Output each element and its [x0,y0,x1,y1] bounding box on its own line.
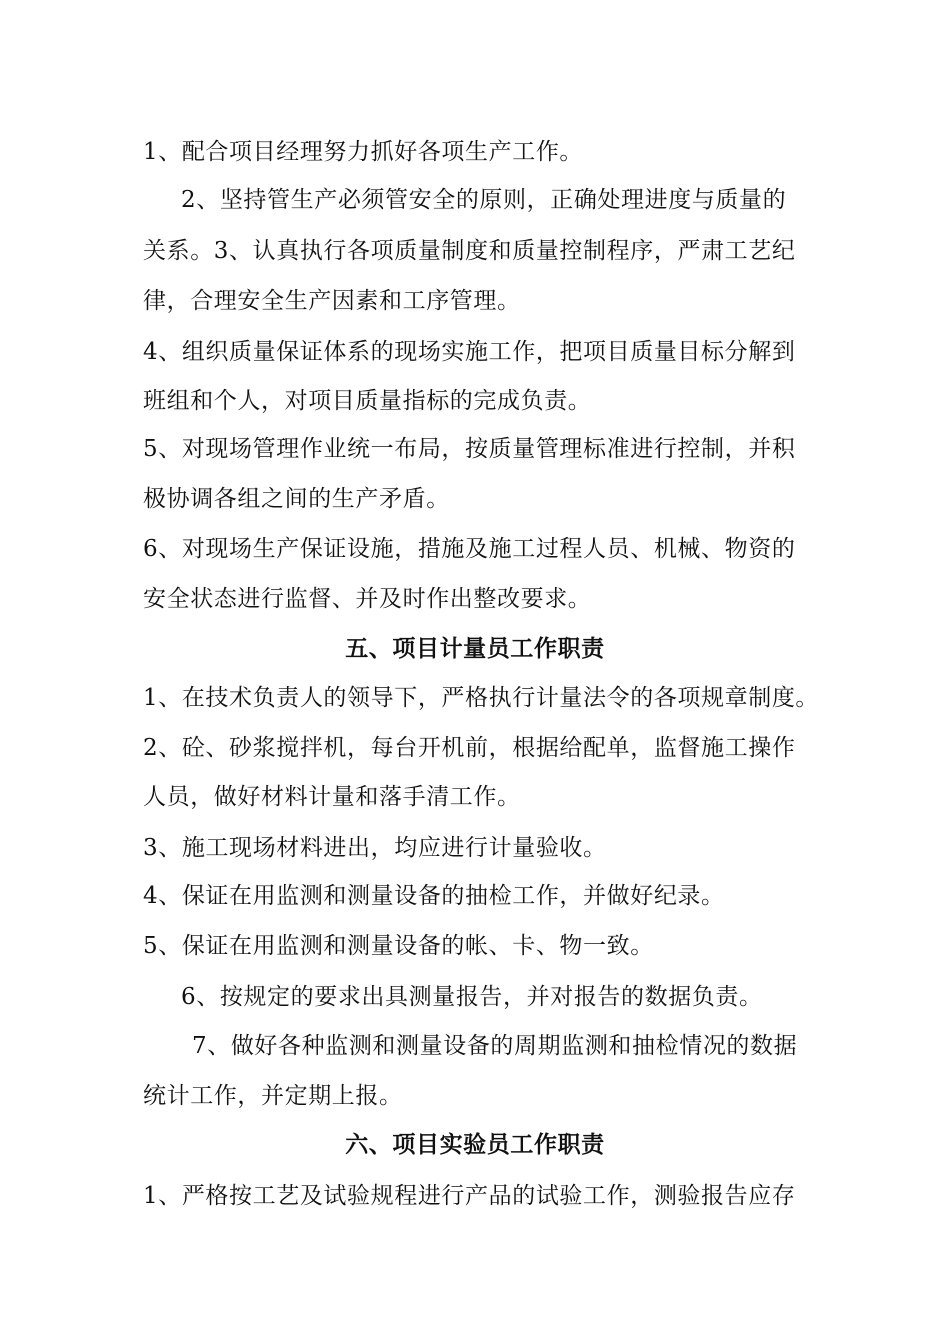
paragraph-line: 3、施工现场材料进出，均应进行计量验收。 [143,835,607,861]
paragraph-line: 律，合理安全生产因素和工序管理。 [143,288,521,314]
paragraph-line: 极协调各组之间的生产矛盾。 [143,486,450,512]
paragraph-line: 4、保证在用监测和测量设备的抽检工作，并做好纪录。 [143,883,725,909]
paragraph-line: 6、对现场生产保证设施，措施及施工过程人员、机械、物资的 [143,536,796,562]
paragraph-line: 2、坚持管生产必须管安全的原则，正确处理进度与质量的 [181,187,787,213]
paragraph-line: 4、组织质量保证体系的现场实施工作，把项目质量目标分解到 [143,339,796,365]
paragraph-line: 关系。3、认真执行各项质量制度和质量控制程序，严肃工艺纪 [143,238,796,264]
paragraph-line: 1、配合项目经理努力抓好各项生产工作。 [143,139,584,165]
section-heading: 六、项目实验员工作职责 [345,1131,605,1158]
paragraph-line: 5、保证在用监测和测量设备的帐、卡、物一致。 [143,933,654,959]
paragraph-line: 7、做好各种监测和测量设备的周期监测和抽检情况的数据 [192,1033,798,1059]
paragraph-line: 统计工作，并定期上报。 [143,1083,403,1109]
paragraph-line: 5、对现场管理作业统一布局，按质量管理标准进行控制，并积 [143,436,796,462]
paragraph-line: 6、按规定的要求出具测量报告，并对报告的数据负责。 [181,984,763,1010]
paragraph-line: 1、严格按工艺及试验规程进行产品的试验工作，测验报告应存 [143,1183,796,1209]
section-heading: 五、项目计量员工作职责 [345,635,605,662]
paragraph-line: 人员，做好材料计量和落手清工作。 [143,784,521,810]
paragraph-line: 2、砼、砂浆搅拌机，每台开机前，根据给配单，监督施工操作 [143,735,796,761]
paragraph-line: 安全状态进行监督、并及时作出整改要求。 [143,586,592,612]
paragraph-line: 1、在技术负责人的领导下，严格执行计量法令的各项规章制度。 [143,685,820,711]
paragraph-line: 班组和个人，对项目质量指标的完成负责。 [143,388,592,414]
